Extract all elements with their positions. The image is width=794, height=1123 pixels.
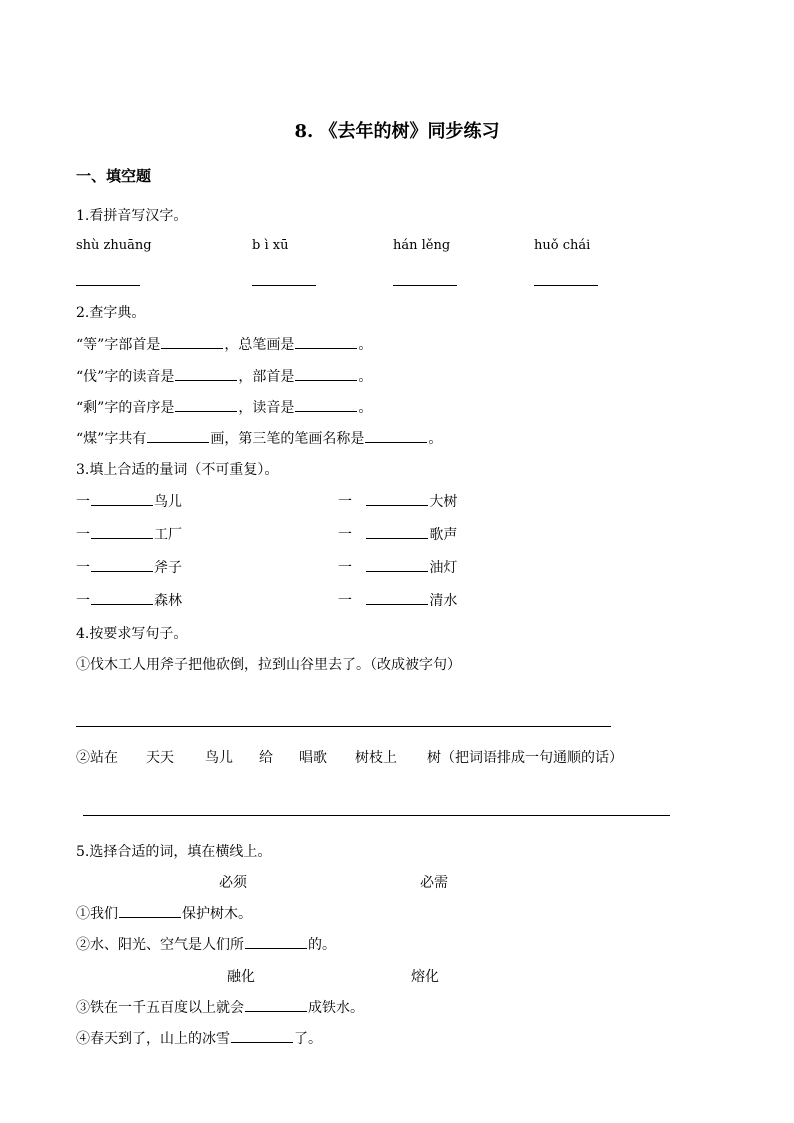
pinyin-3: hán lěng	[393, 238, 451, 253]
word-6: 树枝上	[355, 750, 397, 766]
blank[interactable]	[365, 428, 427, 443]
measure-word-right-4: 一 清水	[338, 590, 457, 610]
question-4-prompt: 4.按要求写句子。	[76, 626, 188, 642]
fill-sentence-4: ④春天到了，山上的冰雪 了。	[76, 1028, 322, 1048]
measure-word-left-4: 一 森林	[76, 590, 182, 610]
choice-word-4: 熔化	[411, 969, 439, 985]
pinyin-1: shù zhuāng	[76, 238, 152, 253]
blank[interactable]	[245, 934, 307, 949]
measure-word-left-1: 一 鸟儿	[76, 491, 182, 511]
sentence-task-1: ①伐木工人用斧子把他砍倒，拉到山谷里去了。（改成被字句）	[76, 657, 461, 673]
blank[interactable]	[366, 590, 428, 605]
blank[interactable]	[91, 590, 153, 605]
blank[interactable]	[147, 428, 209, 443]
answer-line-sentence-1[interactable]	[76, 726, 611, 727]
answer-line-3[interactable]	[393, 285, 457, 286]
blank[interactable]	[295, 334, 357, 349]
measure-word-left-2: 一 工厂	[76, 524, 182, 544]
dict-line-1: “等”字部首是 ，总笔画是 。	[76, 334, 372, 354]
word-5: 唱歌	[299, 750, 327, 766]
blank[interactable]	[366, 557, 428, 572]
section-heading: 一、填空题	[76, 167, 152, 185]
fill-sentence-1: ①我们 保护树木。	[76, 903, 252, 923]
dict-line-2: “伐”字的读音是 ，部首是 。	[76, 366, 372, 386]
answer-line-sentence-2[interactable]	[83, 815, 670, 816]
word-1: ②站在	[76, 750, 118, 766]
page-title: 8. 《去年的树》同步练习	[294, 121, 500, 142]
measure-word-right-3: 一 油灯	[338, 557, 457, 577]
question-2-prompt: 2.查字典。	[76, 305, 146, 321]
word-4: 给	[259, 750, 273, 766]
question-1-prompt: 1.看拼音写汉字。	[76, 208, 188, 224]
blank[interactable]	[366, 491, 428, 506]
choice-word-3: 融化	[227, 969, 255, 985]
choice-word-2: 必需	[420, 875, 448, 891]
blank[interactable]	[366, 524, 428, 539]
answer-line-4[interactable]	[534, 285, 598, 286]
pinyin-2: b ì xū	[252, 238, 289, 253]
blank[interactable]	[175, 366, 237, 381]
word-3: 鸟儿	[205, 750, 233, 766]
blank[interactable]	[295, 366, 357, 381]
blank[interactable]	[91, 557, 153, 572]
pinyin-4: huǒ chái	[534, 238, 591, 253]
blank[interactable]	[119, 903, 181, 918]
word-7: 树（把词语排成一句通顺的话）	[427, 750, 623, 766]
dict-line-4: “煤”字共有 画，第三笔的笔画名称是 。	[76, 428, 442, 448]
fill-sentence-2: ②水、阳光、空气是人们所 的。	[76, 934, 336, 954]
fill-sentence-3: ③铁在一千五百度以上就会 成铁水。	[76, 997, 364, 1017]
blank[interactable]	[91, 524, 153, 539]
question-3-prompt: 3.填上合适的量词（不可重复）。	[76, 462, 279, 478]
answer-line-2[interactable]	[252, 285, 316, 286]
blank[interactable]	[161, 334, 223, 349]
answer-line-1[interactable]	[76, 285, 140, 286]
dict-line-3: “剩”字的音序是 ，读音是 。	[76, 397, 372, 417]
measure-word-left-3: 一 斧子	[76, 557, 182, 577]
blank[interactable]	[175, 397, 237, 412]
blank[interactable]	[91, 491, 153, 506]
measure-word-right-1: 一 大树	[338, 491, 457, 511]
measure-word-right-2: 一 歌声	[338, 524, 457, 544]
blank[interactable]	[295, 397, 357, 412]
blank[interactable]	[231, 1028, 293, 1043]
word-2: 天天	[146, 750, 174, 766]
choice-word-1: 必须	[219, 875, 247, 891]
blank[interactable]	[245, 997, 307, 1012]
question-5-prompt: 5.选择合适的词，填在横线上。	[76, 844, 272, 860]
